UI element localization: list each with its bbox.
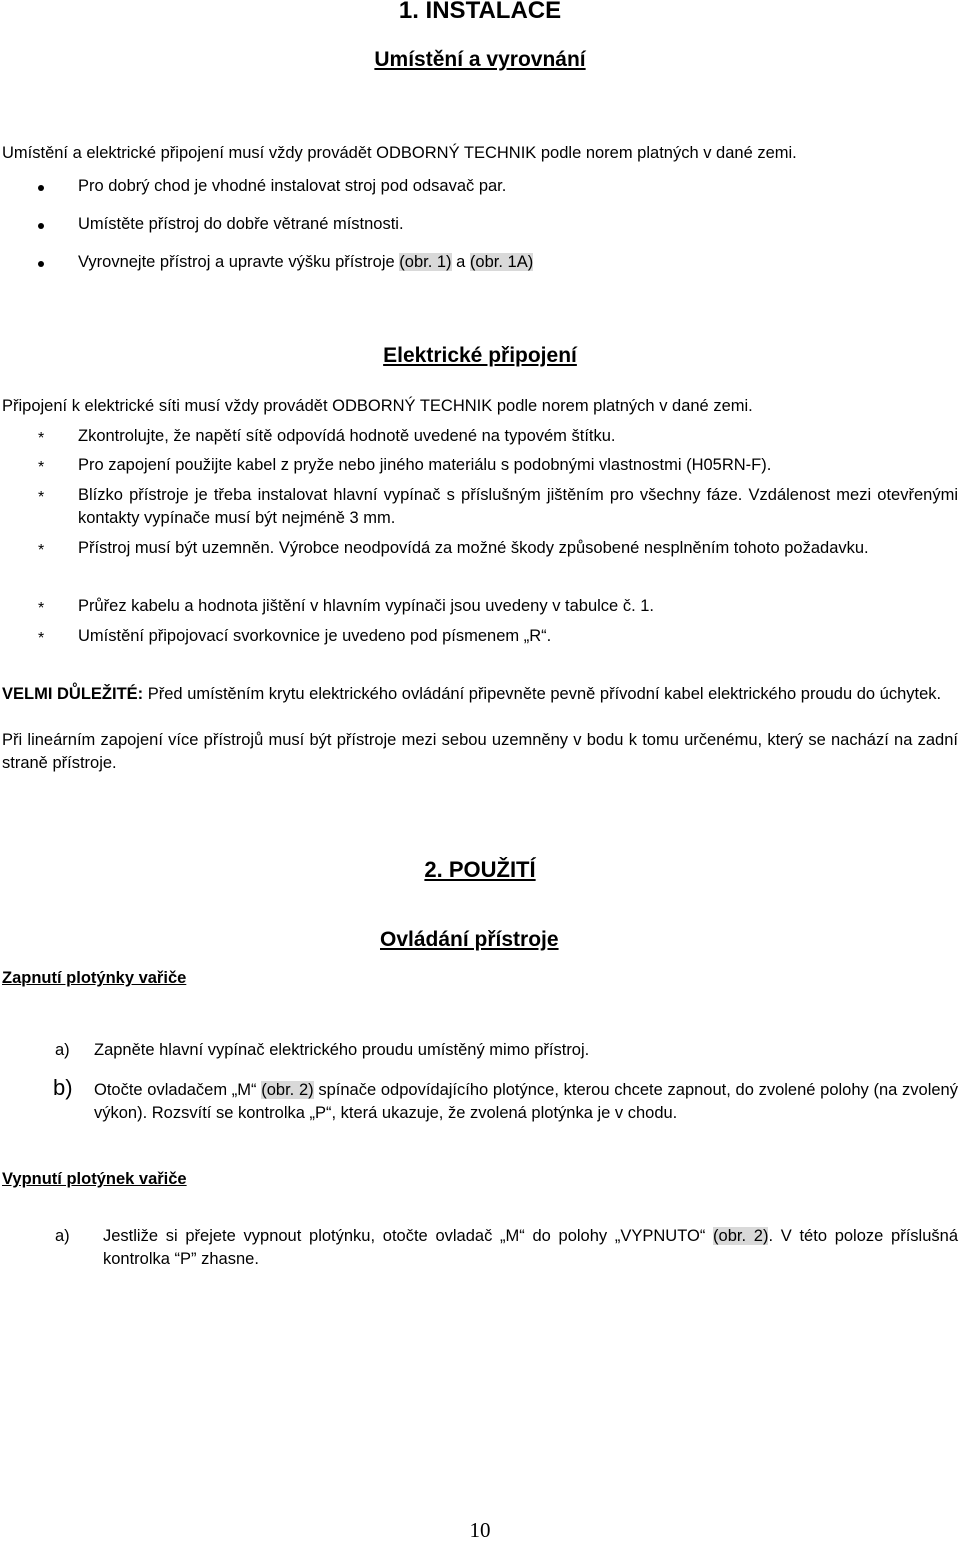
bullet-3-text: Vyrovnejte přístroj a upravte výšku přístroje bbox=[78, 253, 400, 271]
placement-intro: Umístění a elektrické připojení musí vždy provádět ODBORNÝ TECHNIK podle norem platných v dané zemi. bbox=[2, 144, 797, 162]
asterisk-icon: * bbox=[38, 600, 45, 617]
bullet-dot-icon bbox=[38, 261, 44, 267]
asterisk-icon: * bbox=[38, 489, 45, 506]
off-item-a-marker: a) bbox=[55, 1227, 70, 1245]
placement-bullet-2: Umístěte přístroj do dobře větrané místnosti. bbox=[78, 215, 404, 233]
important-text: Před umístěním krytu elektrického ovládání připevněte pevně přívodní kabel elektrického proudu do úchytek. bbox=[143, 685, 942, 703]
important-label: VELMI DŮLEŽITÉ: bbox=[2, 685, 144, 703]
on-item-b-text bbox=[94, 1079, 958, 1125]
electrical-item-5: Průřez kabelu a hodnota jištění v hlavním vypínači jsou uvedeny v tabulce č. 1. bbox=[78, 597, 654, 615]
electrical-item-6: Umístění připojovací svorkovnice je uvedeno pod písmenem „R“. bbox=[78, 627, 552, 645]
electrical-intro: Připojení k elektrické síti musí vždy provádět ODBORNÝ TECHNIK podle norem platných v dané zemi. bbox=[2, 397, 753, 415]
figure-ref-2-off: (obr. 2) bbox=[713, 1227, 769, 1245]
section-title-installation: 1. INSTALACE bbox=[398, 0, 562, 24]
asterisk-icon: * bbox=[38, 542, 45, 559]
off-item-a-before: Jestliže si přejete vypnout plotýnku, otočte ovladač „M“ do polohy „VYPNUTO“ bbox=[103, 1227, 714, 1245]
asterisk-icon: * bbox=[38, 630, 45, 647]
section-title-usage: 2. POUŽITÍ bbox=[424, 857, 536, 882]
figure-ref-1: (obr. 1) bbox=[399, 253, 452, 271]
placement-bullet-3 bbox=[78, 251, 533, 274]
figure-ref-1a: (obr. 1A) bbox=[469, 253, 534, 271]
subtitle-electrical: Elektrické připojení bbox=[383, 344, 577, 367]
electrical-item-1: Zkontrolujte, že napětí sítě odpovídá hodnotě uvedené na typovém štítku. bbox=[78, 427, 616, 445]
electrical-item-3: Blízko přístroje je třeba instalovat hlavní vypínač s příslušným jištěním pro všechny fáze. Vzdálenost mezi otevřenými kontakty vypínače musí být nejméně 3 mm. bbox=[78, 486, 958, 527]
electrical-item-4: Přístroj musí být uzemněn. Výrobce neodpovídá za možné škody způsobené nesplněním tohoto požadavku. bbox=[78, 539, 869, 557]
figure-ref-2: (obr. 2) bbox=[261, 1081, 314, 1099]
off-item-a-after: . V této poloze příslušná kontrolka “P” zhasne. bbox=[103, 1227, 958, 1268]
bullet-dot-icon bbox=[38, 185, 44, 191]
bullet-3-and: a bbox=[451, 253, 470, 271]
on-item-a-marker: a) bbox=[55, 1041, 70, 1059]
on-item-b-before: Otočte ovladačem „M“ bbox=[94, 1081, 262, 1099]
subtitle-controls: Ovládání přístroje bbox=[380, 928, 559, 951]
heading-turn-off: Vypnutí plotýnek vařiče bbox=[2, 1170, 187, 1188]
off-item-a-text bbox=[103, 1225, 958, 1271]
linear-connection-note: Při lineárním zapojení více přístrojů musí být přístroje mezi sebou uzemněny v bodu k tomu určenému, který se nachází na zadní straně přístroje. bbox=[2, 731, 958, 772]
on-item-a-text: Zapněte hlavní vypínač elektrického proudu umístěný mimo přístroj. bbox=[94, 1041, 590, 1059]
asterisk-icon: * bbox=[38, 430, 45, 447]
subtitle-placement: Umístění a vyrovnání bbox=[374, 48, 586, 71]
on-item-b-marker: b) bbox=[53, 1075, 73, 1100]
asterisk-icon: * bbox=[38, 459, 45, 476]
electrical-item-2: Pro zapojení použijte kabel z pryže nebo jiného materiálu s podobnými vlastnostmi (H05RN-F). bbox=[78, 456, 772, 474]
heading-turn-on: Zapnutí plotýnky vařiče bbox=[2, 969, 187, 987]
page-number: 10 bbox=[469, 1518, 491, 1542]
important-note bbox=[2, 683, 958, 706]
on-item-b-after: spínače odpovídajícího plotýnce, kterou chcete zapnout, do zvolené polohy (na zvolený výkon). Rozsvítí se kontrolka „P“, která ukazuje, že zvolená plotýnka je v chodu. bbox=[94, 1081, 958, 1122]
placement-bullet-1: Pro dobrý chod je vhodné instalovat stroj pod odsavač par. bbox=[78, 177, 507, 195]
bullet-dot-icon bbox=[38, 223, 44, 229]
